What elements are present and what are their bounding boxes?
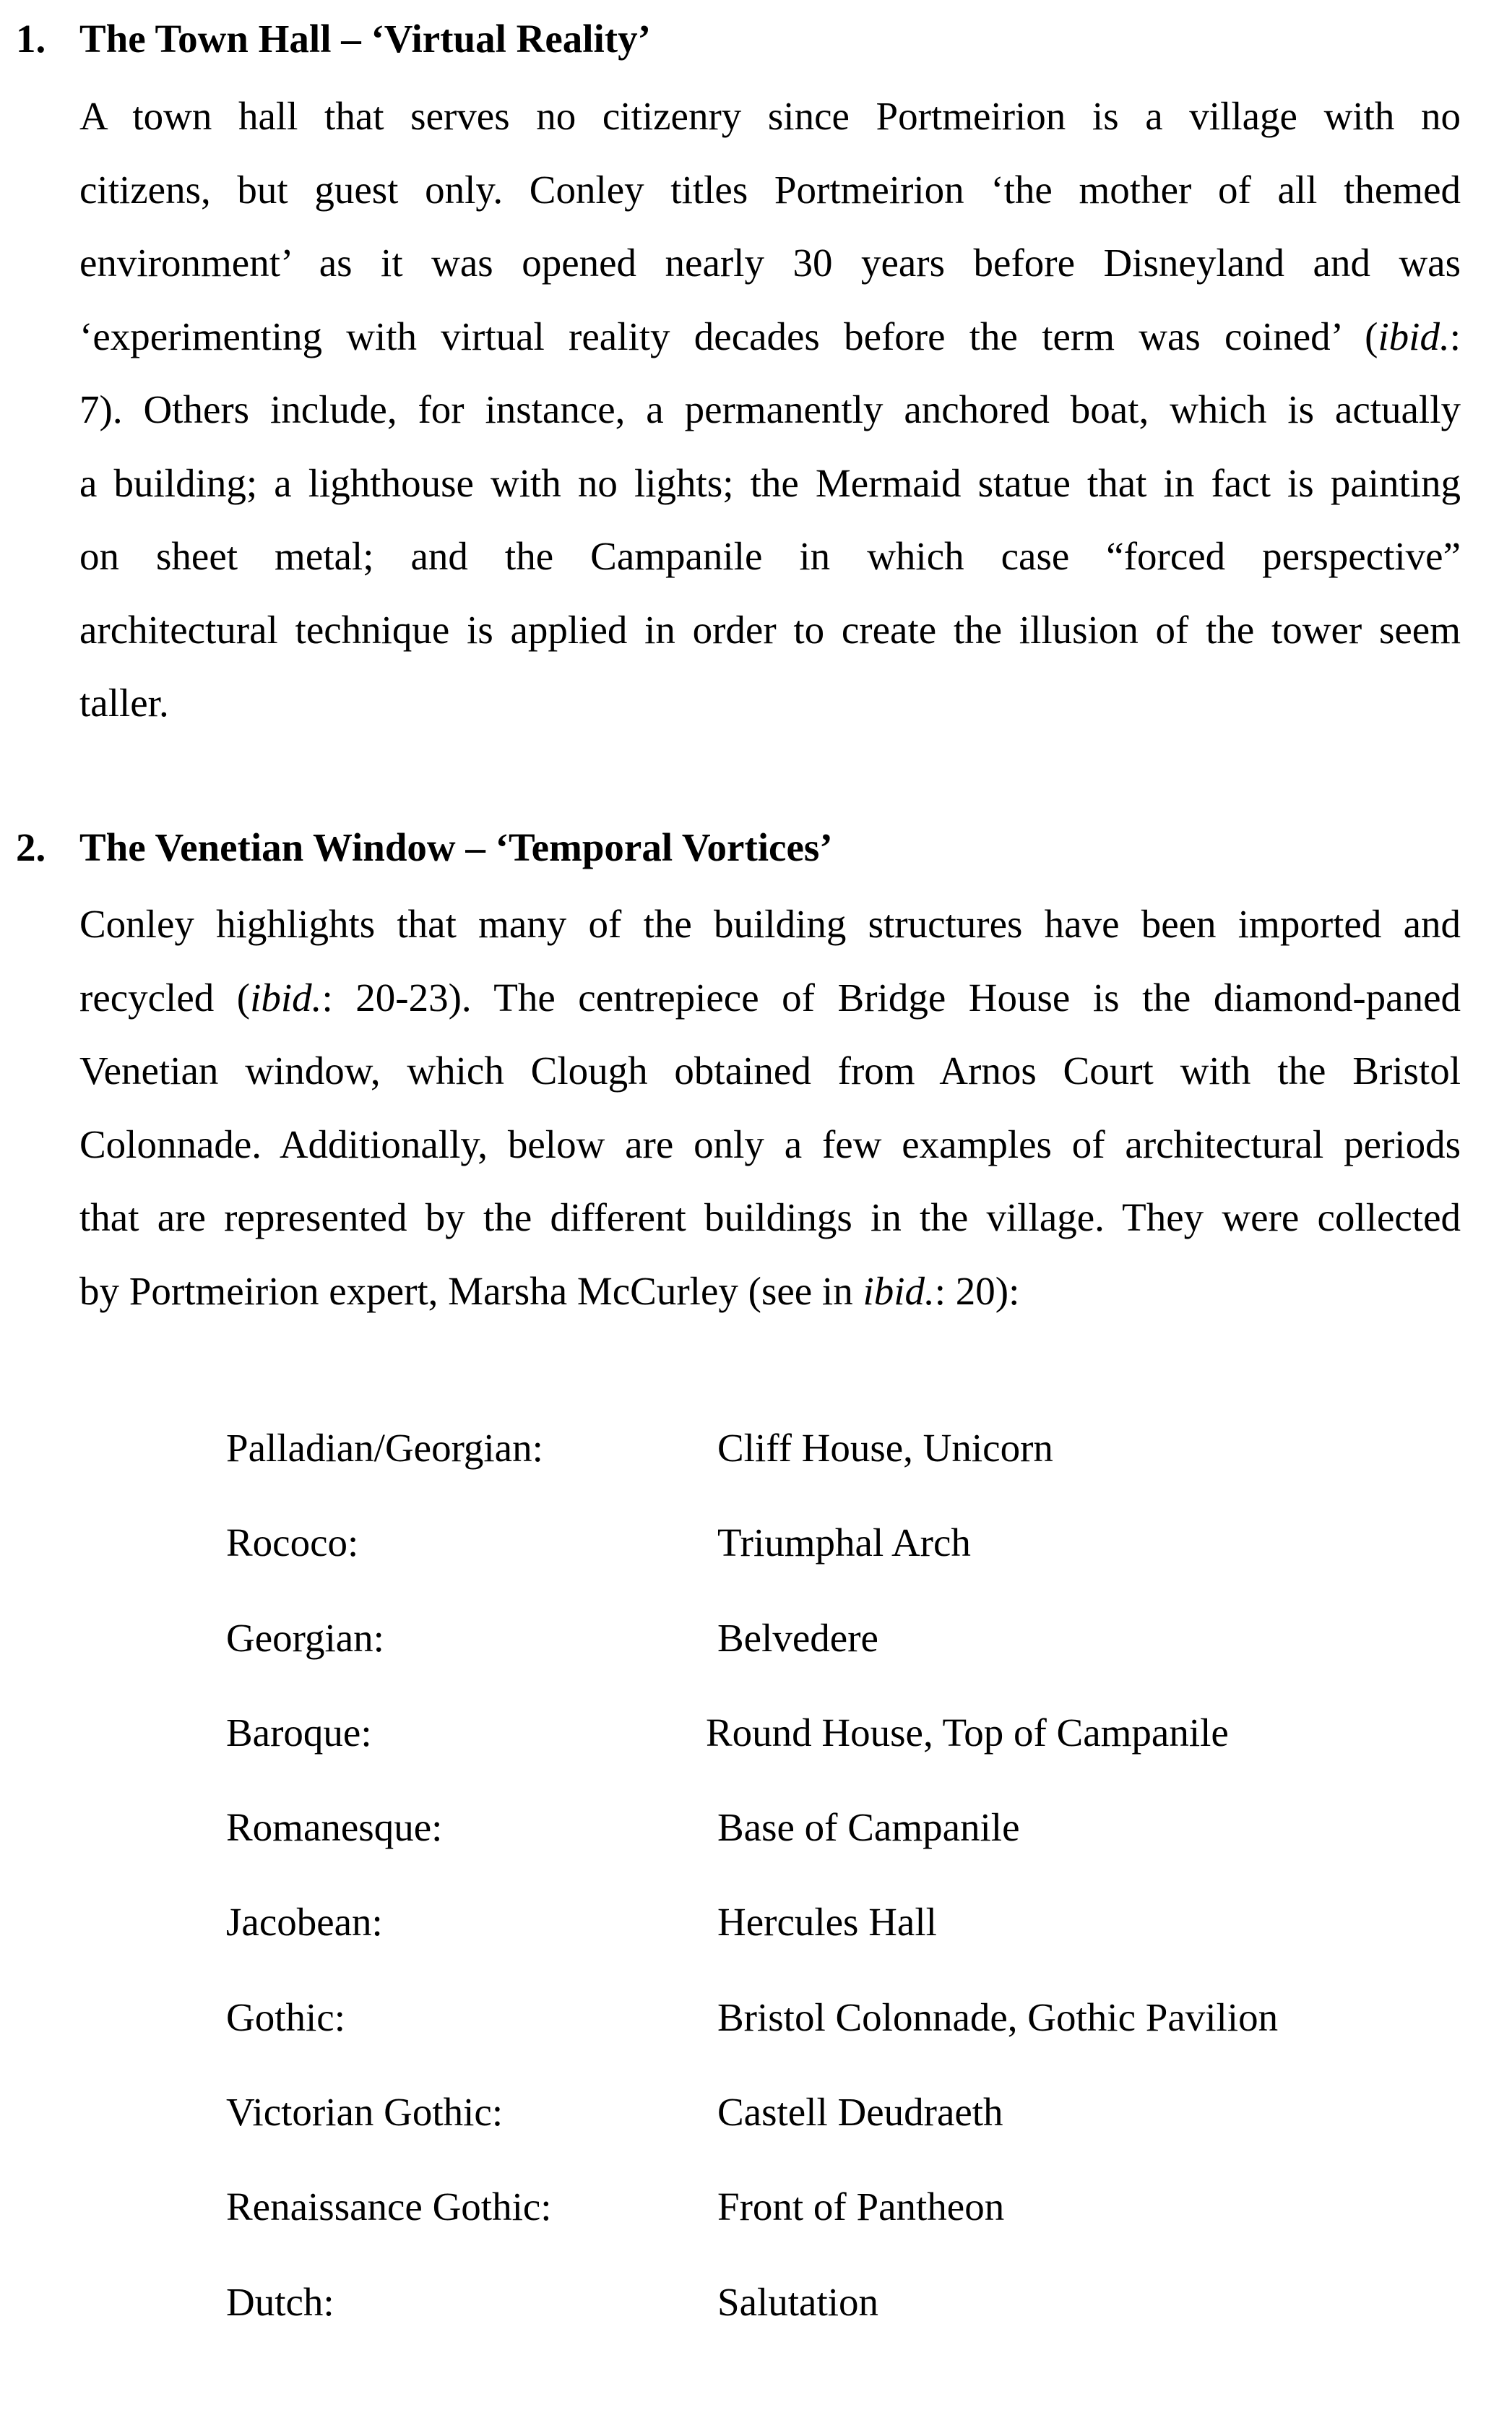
period-buildings: Castell Deudraeth (717, 2090, 1003, 2135)
period-name: Dutch: (226, 2279, 334, 2324)
period-row (226, 1899, 1382, 1994)
section-1-line: A town hall that serves no citizenry since Portmeirion is a village with no (79, 94, 1461, 138)
section-2-line: Venetian window, which Clough obtained from Arnos Court with the Bristol (79, 1049, 1461, 1093)
section-1-heading (16, 16, 651, 62)
period-row (226, 1804, 1382, 1899)
period-row (226, 1710, 1382, 1804)
section-2-line: Colonnade. Additionally, below are only a few examples of architectural periods (79, 1122, 1461, 1166)
section-2-line-with-citation: by Portmeirion expert, Marsha McCurley (see in ibid.: 20): (79, 1268, 1020, 1313)
period-buildings: Front of Pantheon (717, 2185, 1005, 2229)
period-name: Jacobean: (226, 1900, 383, 1945)
period-name: Romanesque: (226, 1805, 443, 1850)
ibid-citation: ibid. (1378, 314, 1450, 358)
period-name: Renaissance Gothic: (226, 2185, 552, 2229)
ibid-citation: ibid. (250, 975, 322, 1020)
period-name: Gothic: (226, 1994, 345, 2039)
section-1-line-with-citation: ‘experimenting with virtual reality decades before the term was coined’ (ibid.: (79, 314, 1461, 358)
period-name: Rococo: (226, 1520, 359, 1565)
section-1-line: taller. (79, 681, 169, 725)
period-row (226, 1520, 1382, 1614)
period-buildings: Salutation (717, 2279, 879, 2324)
period-row (226, 2184, 1382, 2278)
period-row (226, 1615, 1382, 1710)
period-row (226, 1994, 1382, 2089)
section-2-line-with-citation: recycled (ibid.: 20-23). The centrepiece of Bridge House is the diamond-paned (79, 975, 1461, 1020)
period-name: Georgian: (226, 1615, 384, 1660)
section-1-paragraph (79, 79, 1461, 740)
section-2-number: 2. (16, 825, 46, 869)
period-name: Victorian Gothic: (226, 2090, 504, 2135)
section-2-heading (16, 825, 833, 871)
period-name: Baroque: (226, 1710, 372, 1755)
period-buildings: Round House, Top of Campanile (706, 1710, 1229, 1755)
ibid-citation: ibid. (863, 1268, 935, 1313)
period-buildings: Bristol Colonnade, Gothic Pavilion (717, 1994, 1279, 2039)
section-1-line: 7). Others include, for instance, a permanently anchored boat, which is actually (79, 387, 1461, 431)
period-buildings: Hercules Hall (717, 1900, 937, 1945)
architectural-periods-list (226, 1425, 1382, 2374)
period-row (226, 2089, 1382, 2184)
section-1-line: on sheet metal; and the Campanile in which case “forced perspective” (79, 534, 1461, 578)
period-row (226, 1425, 1382, 1520)
section-2-title: The Venetian Window – ‘Temporal Vortices’ (79, 825, 833, 869)
section-1-line: a building; a lighthouse with no lights; the Mermaid statue that in fact is painting (79, 460, 1461, 505)
section-2-paragraph (79, 887, 1461, 1327)
period-name: Palladian/Georgian: (226, 1426, 543, 1470)
section-1-title: The Town Hall – ‘Virtual Reality’ (79, 17, 651, 61)
section-1-line: environment’ as it was opened nearly 30 years before Disneyland and was (79, 241, 1461, 285)
period-buildings: Triumphal Arch (717, 1520, 971, 1565)
period-buildings: Belvedere (717, 1615, 878, 1660)
period-buildings: Cliff House, Unicorn (717, 1426, 1053, 1470)
section-2-line: Conley highlights that many of the building structures have been imported and (79, 902, 1461, 946)
period-row (226, 2279, 1382, 2374)
period-buildings: Base of Campanile (717, 1805, 1020, 1850)
section-1-line: architectural technique is applied in order to create the illusion of the tower seem (79, 607, 1461, 652)
section-1-number: 1. (16, 17, 46, 61)
section-1-line: citizens, but guest only. Conley titles Portmeirion ‘the mother of all themed (79, 167, 1461, 212)
section-2-line: that are represented by the different buildings in the village. They were collected (79, 1195, 1461, 1239)
